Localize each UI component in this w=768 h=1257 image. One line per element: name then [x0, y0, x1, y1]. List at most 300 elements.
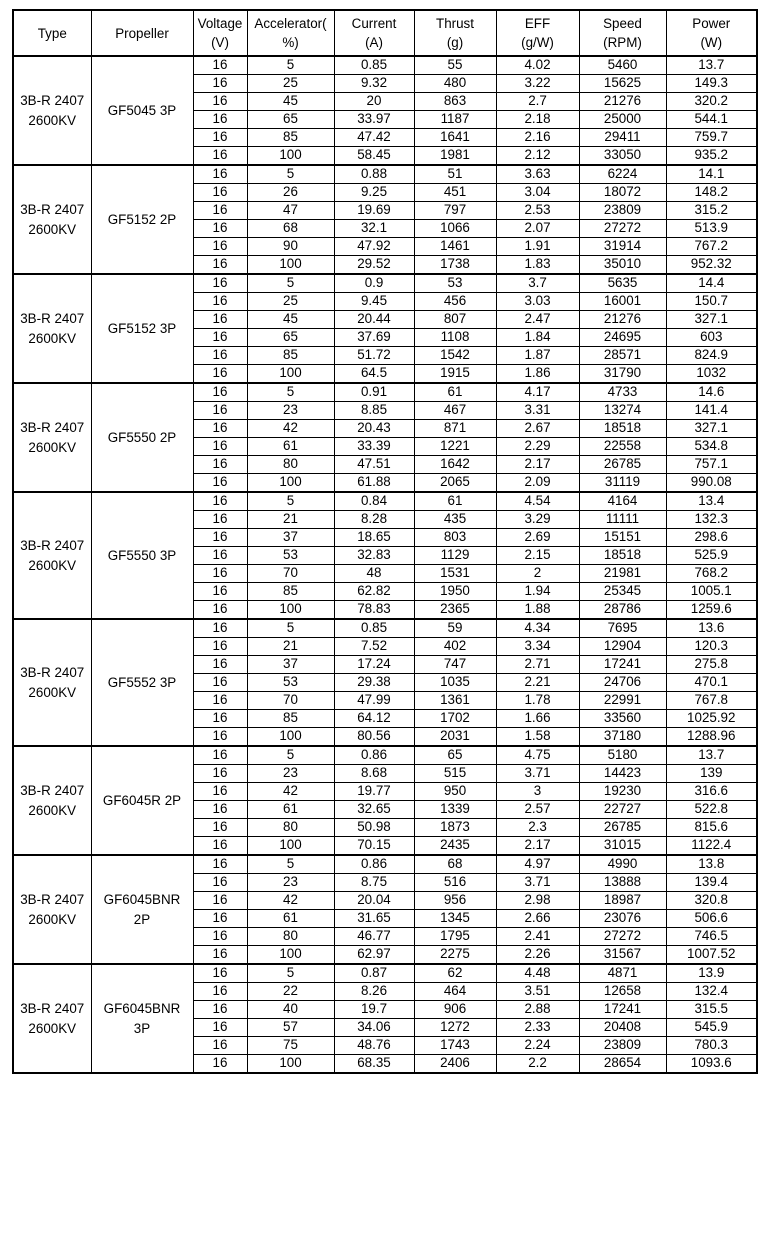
eff-cell: 2 — [496, 565, 579, 583]
accelerator-cell: 5 — [247, 964, 334, 983]
voltage-cell: 16 — [193, 964, 247, 983]
voltage-cell: 16 — [193, 420, 247, 438]
thrust-cell: 1641 — [414, 129, 496, 147]
accelerator-cell: 25 — [247, 293, 334, 311]
accelerator-cell: 5 — [247, 746, 334, 765]
current-cell: 8.75 — [334, 874, 414, 892]
eff-cell: 2.16 — [496, 129, 579, 147]
speed-cell: 23076 — [579, 910, 666, 928]
current-cell: 46.77 — [334, 928, 414, 946]
accelerator-cell: 45 — [247, 93, 334, 111]
voltage-cell: 16 — [193, 511, 247, 529]
eff-cell: 4.48 — [496, 964, 579, 983]
voltage-cell: 16 — [193, 1055, 247, 1074]
eff-cell: 1.58 — [496, 728, 579, 747]
accelerator-cell: 80 — [247, 928, 334, 946]
power-cell: 534.8 — [666, 438, 757, 456]
power-cell: 14.1 — [666, 165, 757, 184]
current-cell: 33.39 — [334, 438, 414, 456]
speed-cell: 35010 — [579, 256, 666, 275]
thrust-cell: 51 — [414, 165, 496, 184]
current-cell: 48.76 — [334, 1037, 414, 1055]
motor-type-cell: 3B-R 2407 2600KV — [13, 383, 91, 492]
accelerator-cell: 68 — [247, 220, 334, 238]
thrust-cell: 1108 — [414, 329, 496, 347]
table-row — [13, 964, 757, 983]
thrust-cell: 1187 — [414, 111, 496, 129]
eff-cell: 2.98 — [496, 892, 579, 910]
voltage-cell: 16 — [193, 456, 247, 474]
current-cell: 31.65 — [334, 910, 414, 928]
voltage-cell: 16 — [193, 583, 247, 601]
speed-cell: 20408 — [579, 1019, 666, 1037]
propeller-cell: GF6045BNR 2P — [91, 855, 193, 964]
speed-cell: 17241 — [579, 656, 666, 674]
eff-cell: 2.66 — [496, 910, 579, 928]
power-cell: 327.1 — [666, 311, 757, 329]
speed-cell: 33050 — [579, 147, 666, 166]
eff-cell: 2.12 — [496, 147, 579, 166]
current-cell: 18.65 — [334, 529, 414, 547]
speed-cell: 22991 — [579, 692, 666, 710]
thrust-cell: 956 — [414, 892, 496, 910]
speed-cell: 17241 — [579, 1001, 666, 1019]
current-cell: 32.1 — [334, 220, 414, 238]
table-row — [13, 56, 757, 75]
header-voltage: Voltage (V) — [193, 10, 247, 56]
speed-cell: 12904 — [579, 638, 666, 656]
current-cell: 0.9 — [334, 274, 414, 293]
power-cell: 545.9 — [666, 1019, 757, 1037]
speed-cell: 4871 — [579, 964, 666, 983]
power-cell: 1007.52 — [666, 946, 757, 965]
power-cell: 149.3 — [666, 75, 757, 93]
voltage-cell: 16 — [193, 692, 247, 710]
speed-cell: 26785 — [579, 456, 666, 474]
power-cell: 1259.6 — [666, 601, 757, 620]
thrust-cell: 515 — [414, 765, 496, 783]
voltage-cell: 16 — [193, 347, 247, 365]
power-cell: 990.08 — [666, 474, 757, 493]
speed-cell: 31914 — [579, 238, 666, 256]
eff-cell: 1.88 — [496, 601, 579, 620]
thrust-cell: 516 — [414, 874, 496, 892]
eff-cell: 3 — [496, 783, 579, 801]
current-cell: 78.83 — [334, 601, 414, 620]
eff-cell: 4.97 — [496, 855, 579, 874]
power-cell: 13.4 — [666, 492, 757, 511]
current-cell: 32.65 — [334, 801, 414, 819]
accelerator-cell: 5 — [247, 56, 334, 75]
header-type: Type — [13, 10, 91, 56]
thrust-cell: 1873 — [414, 819, 496, 837]
voltage-cell: 16 — [193, 547, 247, 565]
eff-cell: 3.04 — [496, 184, 579, 202]
eff-cell: 3.31 — [496, 402, 579, 420]
eff-cell: 2.47 — [496, 311, 579, 329]
power-cell: 1025.92 — [666, 710, 757, 728]
eff-cell: 2.26 — [496, 946, 579, 965]
power-cell: 132.4 — [666, 983, 757, 1001]
voltage-cell: 16 — [193, 656, 247, 674]
motor-type-cell: 3B-R 2407 2600KV — [13, 619, 91, 746]
table-row — [13, 492, 757, 511]
accelerator-cell: 100 — [247, 256, 334, 275]
thrust-cell: 61 — [414, 492, 496, 511]
thrust-cell: 1345 — [414, 910, 496, 928]
current-cell: 51.72 — [334, 347, 414, 365]
eff-cell: 2.67 — [496, 420, 579, 438]
voltage-cell: 16 — [193, 311, 247, 329]
current-cell: 29.38 — [334, 674, 414, 692]
voltage-cell: 16 — [193, 293, 247, 311]
voltage-cell: 16 — [193, 329, 247, 347]
power-cell: 13.6 — [666, 619, 757, 638]
accelerator-cell: 85 — [247, 129, 334, 147]
power-cell: 767.8 — [666, 692, 757, 710]
power-cell: 759.7 — [666, 129, 757, 147]
motor-type-cell: 3B-R 2407 2600KV — [13, 165, 91, 274]
speed-cell: 29411 — [579, 129, 666, 147]
thrust-cell: 59 — [414, 619, 496, 638]
thrust-cell: 797 — [414, 202, 496, 220]
thrust-cell: 1542 — [414, 347, 496, 365]
current-cell: 32.83 — [334, 547, 414, 565]
current-cell: 0.88 — [334, 165, 414, 184]
power-cell: 768.2 — [666, 565, 757, 583]
current-cell: 0.84 — [334, 492, 414, 511]
current-cell: 8.26 — [334, 983, 414, 1001]
accelerator-cell: 53 — [247, 547, 334, 565]
thrust-cell: 480 — [414, 75, 496, 93]
speed-cell: 24706 — [579, 674, 666, 692]
accelerator-cell: 70 — [247, 692, 334, 710]
speed-cell: 27272 — [579, 928, 666, 946]
eff-cell: 2.24 — [496, 1037, 579, 1055]
thrust-cell: 747 — [414, 656, 496, 674]
thrust-cell: 61 — [414, 383, 496, 402]
power-cell: 150.7 — [666, 293, 757, 311]
current-cell: 9.45 — [334, 293, 414, 311]
power-cell: 525.9 — [666, 547, 757, 565]
thrust-cell: 68 — [414, 855, 496, 874]
thrust-cell: 2065 — [414, 474, 496, 493]
speed-cell: 15625 — [579, 75, 666, 93]
current-cell: 64.5 — [334, 365, 414, 384]
accelerator-cell: 65 — [247, 111, 334, 129]
eff-cell: 2.3 — [496, 819, 579, 837]
power-cell: 315.2 — [666, 202, 757, 220]
speed-cell: 4733 — [579, 383, 666, 402]
accelerator-cell: 100 — [247, 474, 334, 493]
power-cell: 139.4 — [666, 874, 757, 892]
eff-cell: 3.7 — [496, 274, 579, 293]
voltage-cell: 16 — [193, 256, 247, 275]
eff-cell: 1.78 — [496, 692, 579, 710]
propeller-cell: GF5550 3P — [91, 492, 193, 619]
thrust-cell: 1272 — [414, 1019, 496, 1037]
power-cell: 513.9 — [666, 220, 757, 238]
thrust-cell: 1066 — [414, 220, 496, 238]
current-cell: 80.56 — [334, 728, 414, 747]
voltage-cell: 16 — [193, 438, 247, 456]
accelerator-cell: 85 — [247, 347, 334, 365]
voltage-cell: 16 — [193, 892, 247, 910]
voltage-cell: 16 — [193, 910, 247, 928]
eff-cell: 4.75 — [496, 746, 579, 765]
voltage-cell: 16 — [193, 93, 247, 111]
thrust-cell: 906 — [414, 1001, 496, 1019]
accelerator-cell: 5 — [247, 383, 334, 402]
voltage-cell: 16 — [193, 165, 247, 184]
speed-cell: 5180 — [579, 746, 666, 765]
speed-cell: 14423 — [579, 765, 666, 783]
accelerator-cell: 90 — [247, 238, 334, 256]
eff-cell: 1.91 — [496, 238, 579, 256]
voltage-cell: 16 — [193, 383, 247, 402]
current-cell: 0.85 — [334, 56, 414, 75]
speed-cell: 13888 — [579, 874, 666, 892]
speed-cell: 15151 — [579, 529, 666, 547]
voltage-cell: 16 — [193, 274, 247, 293]
voltage-cell: 16 — [193, 474, 247, 493]
voltage-cell: 16 — [193, 765, 247, 783]
thrust-cell: 1221 — [414, 438, 496, 456]
thrust-cell: 65 — [414, 746, 496, 765]
speed-cell: 25345 — [579, 583, 666, 601]
speed-cell: 21276 — [579, 93, 666, 111]
power-cell: 1093.6 — [666, 1055, 757, 1074]
voltage-cell: 16 — [193, 1019, 247, 1037]
eff-cell: 2.71 — [496, 656, 579, 674]
current-cell: 0.85 — [334, 619, 414, 638]
power-cell: 780.3 — [666, 1037, 757, 1055]
accelerator-cell: 23 — [247, 402, 334, 420]
voltage-cell: 16 — [193, 928, 247, 946]
accelerator-cell: 100 — [247, 728, 334, 747]
thrust-cell: 1950 — [414, 583, 496, 601]
thrust-cell: 1035 — [414, 674, 496, 692]
power-cell: 13.9 — [666, 964, 757, 983]
voltage-cell: 16 — [193, 56, 247, 75]
power-cell: 522.8 — [666, 801, 757, 819]
thrust-cell: 402 — [414, 638, 496, 656]
power-cell: 470.1 — [666, 674, 757, 692]
eff-cell: 1.84 — [496, 329, 579, 347]
speed-cell: 28786 — [579, 601, 666, 620]
voltage-cell: 16 — [193, 638, 247, 656]
eff-cell: 2.57 — [496, 801, 579, 819]
current-cell: 19.69 — [334, 202, 414, 220]
thrust-cell: 1738 — [414, 256, 496, 275]
thrust-cell: 435 — [414, 511, 496, 529]
propeller-cell: GF5152 2P — [91, 165, 193, 274]
current-cell: 7.52 — [334, 638, 414, 656]
voltage-cell: 16 — [193, 801, 247, 819]
voltage-cell: 16 — [193, 220, 247, 238]
speed-cell: 25000 — [579, 111, 666, 129]
table-row — [13, 746, 757, 765]
eff-cell: 2.07 — [496, 220, 579, 238]
eff-cell: 1.86 — [496, 365, 579, 384]
current-cell: 20.44 — [334, 311, 414, 329]
thrust-cell: 1981 — [414, 147, 496, 166]
eff-cell: 4.34 — [496, 619, 579, 638]
current-cell: 0.86 — [334, 746, 414, 765]
eff-cell: 3.71 — [496, 874, 579, 892]
eff-cell: 2.21 — [496, 674, 579, 692]
accelerator-cell: 61 — [247, 910, 334, 928]
thrust-cell: 2435 — [414, 837, 496, 856]
voltage-cell: 16 — [193, 855, 247, 874]
accelerator-cell: 5 — [247, 855, 334, 874]
propeller-cell: GF6045R 2P — [91, 746, 193, 855]
table-row — [13, 274, 757, 293]
thrust-cell: 456 — [414, 293, 496, 311]
accelerator-cell: 21 — [247, 638, 334, 656]
speed-cell: 21276 — [579, 311, 666, 329]
power-cell: 1288.96 — [666, 728, 757, 747]
current-cell: 20.04 — [334, 892, 414, 910]
current-cell: 8.28 — [334, 511, 414, 529]
current-cell: 61.88 — [334, 474, 414, 493]
accelerator-cell: 100 — [247, 837, 334, 856]
speed-cell: 28654 — [579, 1055, 666, 1074]
current-cell: 29.52 — [334, 256, 414, 275]
voltage-cell: 16 — [193, 783, 247, 801]
speed-cell: 31015 — [579, 837, 666, 856]
speed-cell: 4990 — [579, 855, 666, 874]
accelerator-cell: 100 — [247, 147, 334, 166]
accelerator-cell: 5 — [247, 619, 334, 638]
voltage-cell: 16 — [193, 1001, 247, 1019]
header-speed: Speed (RPM) — [579, 10, 666, 56]
current-cell: 47.51 — [334, 456, 414, 474]
motor-type-cell: 3B-R 2407 2600KV — [13, 56, 91, 165]
power-cell: 544.1 — [666, 111, 757, 129]
header-eff: EFF (g/W) — [496, 10, 579, 56]
motor-type-cell: 3B-R 2407 2600KV — [13, 274, 91, 383]
eff-cell: 3.29 — [496, 511, 579, 529]
motor-type-cell: 3B-R 2407 2600KV — [13, 746, 91, 855]
speed-cell: 26785 — [579, 819, 666, 837]
eff-cell: 2.69 — [496, 529, 579, 547]
current-cell: 58.45 — [334, 147, 414, 166]
speed-cell: 16001 — [579, 293, 666, 311]
eff-cell: 4.54 — [496, 492, 579, 511]
accelerator-cell: 22 — [247, 983, 334, 1001]
current-cell: 9.25 — [334, 184, 414, 202]
current-cell: 37.69 — [334, 329, 414, 347]
eff-cell: 2.09 — [496, 474, 579, 493]
header-current: Current (A) — [334, 10, 414, 56]
propeller-cell: GF5552 3P — [91, 619, 193, 746]
power-cell: 1122.4 — [666, 837, 757, 856]
power-cell: 13.8 — [666, 855, 757, 874]
accelerator-cell: 42 — [247, 420, 334, 438]
power-cell: 13.7 — [666, 746, 757, 765]
speed-cell: 31567 — [579, 946, 666, 965]
accelerator-cell: 65 — [247, 329, 334, 347]
propeller-cell: GF5152 3P — [91, 274, 193, 383]
speed-cell: 13274 — [579, 402, 666, 420]
thrust-cell: 2406 — [414, 1055, 496, 1074]
power-cell: 14.4 — [666, 274, 757, 293]
eff-cell: 3.03 — [496, 293, 579, 311]
power-cell: 952.32 — [666, 256, 757, 275]
voltage-cell: 16 — [193, 565, 247, 583]
power-cell: 14.6 — [666, 383, 757, 402]
voltage-cell: 16 — [193, 402, 247, 420]
power-cell: 132.3 — [666, 511, 757, 529]
power-cell: 1032 — [666, 365, 757, 384]
propeller-cell: GF5550 2P — [91, 383, 193, 492]
accelerator-cell: 42 — [247, 892, 334, 910]
power-cell: 824.9 — [666, 347, 757, 365]
voltage-cell: 16 — [193, 674, 247, 692]
accelerator-cell: 5 — [247, 274, 334, 293]
power-cell: 120.3 — [666, 638, 757, 656]
propeller-cell: GF5045 3P — [91, 56, 193, 165]
voltage-cell: 16 — [193, 529, 247, 547]
current-cell: 47.99 — [334, 692, 414, 710]
thrust-cell: 464 — [414, 983, 496, 1001]
power-cell: 275.8 — [666, 656, 757, 674]
accelerator-cell: 80 — [247, 819, 334, 837]
voltage-cell: 16 — [193, 819, 247, 837]
header-thrust: Thrust (g) — [414, 10, 496, 56]
accelerator-cell: 75 — [247, 1037, 334, 1055]
thrust-cell: 1461 — [414, 238, 496, 256]
speed-cell: 37180 — [579, 728, 666, 747]
current-cell: 47.92 — [334, 238, 414, 256]
accelerator-cell: 23 — [247, 765, 334, 783]
table-row — [13, 383, 757, 402]
power-cell: 320.8 — [666, 892, 757, 910]
thrust-cell: 1915 — [414, 365, 496, 384]
accelerator-cell: 37 — [247, 656, 334, 674]
current-cell: 20 — [334, 93, 414, 111]
thrust-cell: 451 — [414, 184, 496, 202]
motor-performance-table — [12, 9, 758, 1074]
eff-cell: 2.7 — [496, 93, 579, 111]
motor-type-cell: 3B-R 2407 2600KV — [13, 855, 91, 964]
accelerator-cell: 45 — [247, 311, 334, 329]
current-cell: 0.91 — [334, 383, 414, 402]
speed-cell: 19230 — [579, 783, 666, 801]
table-body — [13, 56, 757, 1073]
current-cell: 47.42 — [334, 129, 414, 147]
thrust-cell: 1339 — [414, 801, 496, 819]
current-cell: 9.32 — [334, 75, 414, 93]
power-cell: 148.2 — [666, 184, 757, 202]
voltage-cell: 16 — [193, 75, 247, 93]
eff-cell: 2.18 — [496, 111, 579, 129]
eff-cell: 2.17 — [496, 456, 579, 474]
thrust-cell: 863 — [414, 93, 496, 111]
power-cell: 327.1 — [666, 420, 757, 438]
voltage-cell: 16 — [193, 837, 247, 856]
eff-cell: 2.2 — [496, 1055, 579, 1074]
voltage-cell: 16 — [193, 619, 247, 638]
speed-cell: 22558 — [579, 438, 666, 456]
accelerator-cell: 61 — [247, 438, 334, 456]
eff-cell: 2.88 — [496, 1001, 579, 1019]
accelerator-cell: 26 — [247, 184, 334, 202]
power-cell: 767.2 — [666, 238, 757, 256]
eff-cell: 1.66 — [496, 710, 579, 728]
thrust-cell: 950 — [414, 783, 496, 801]
